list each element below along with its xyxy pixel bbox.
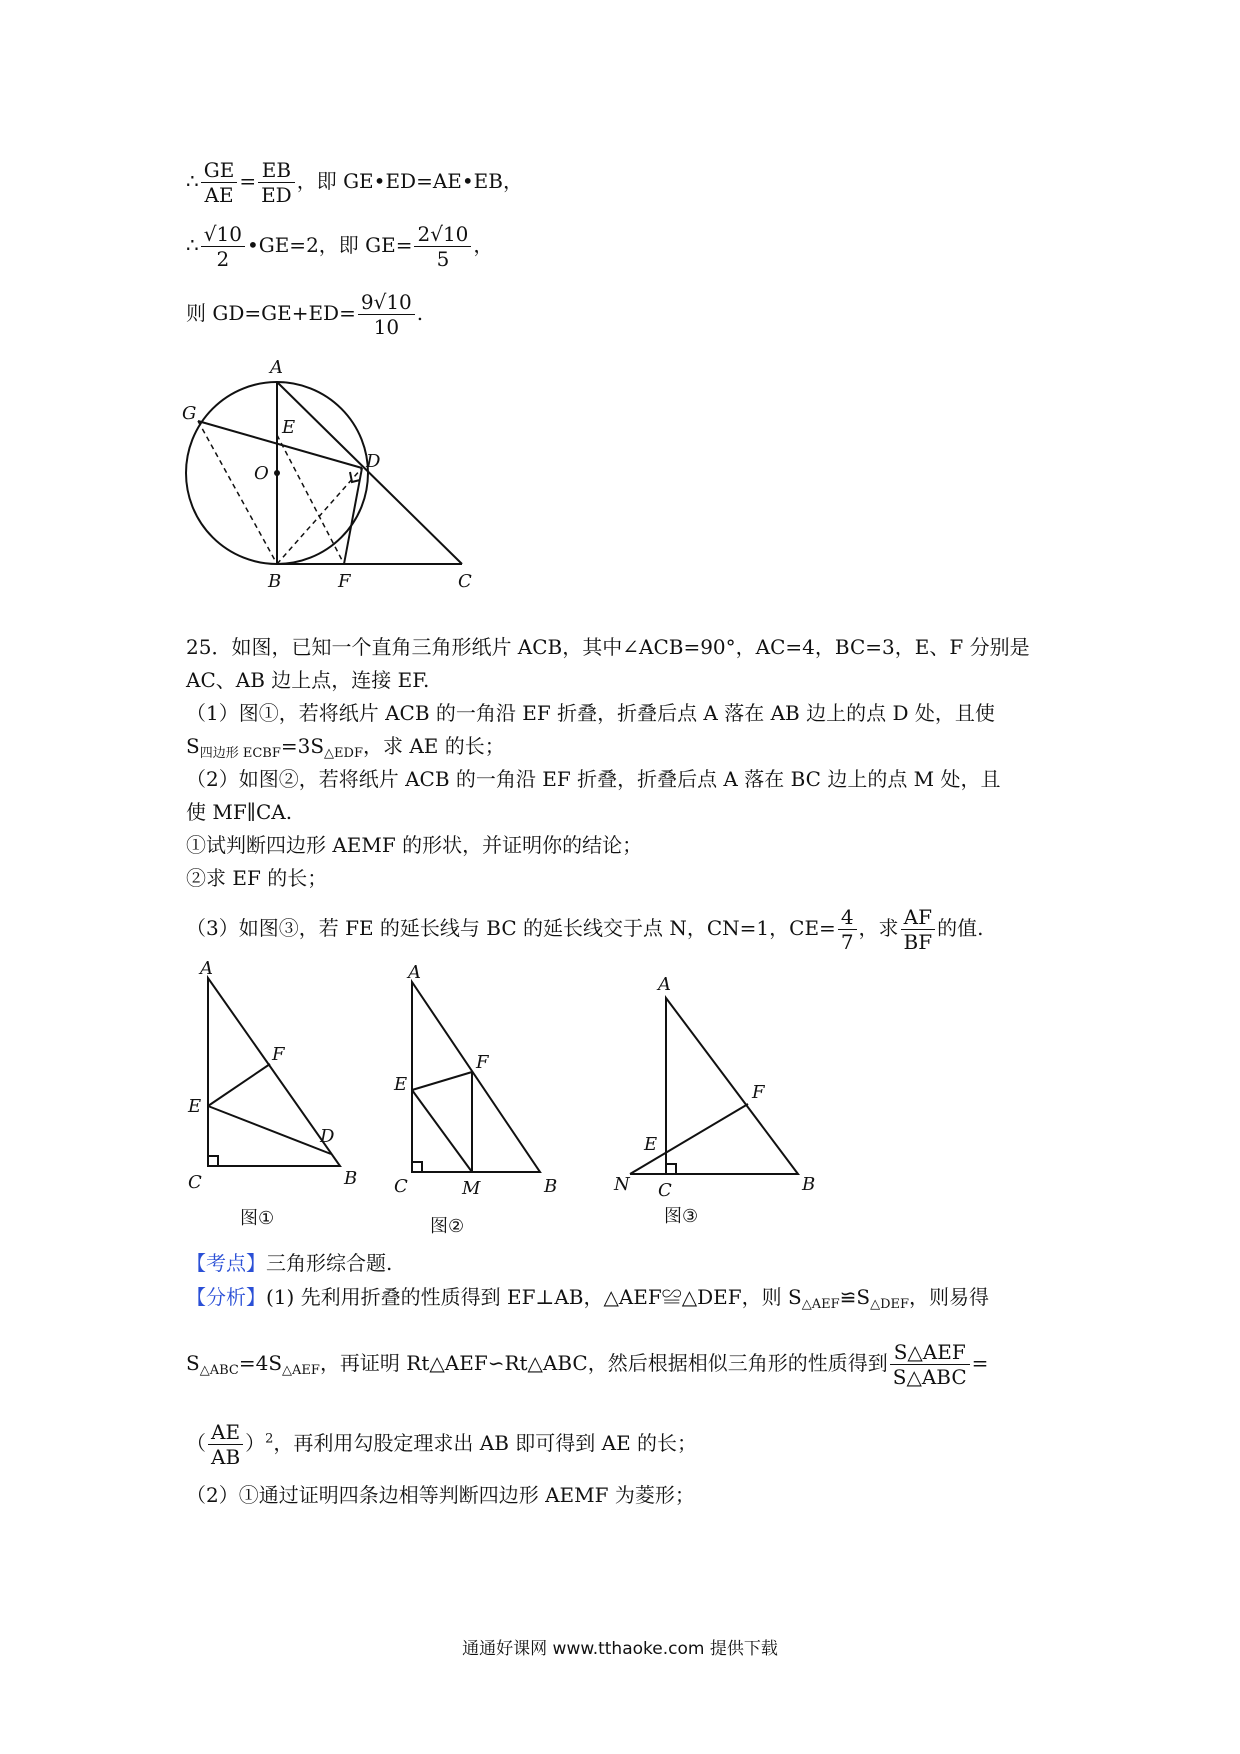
fraction: $\frac{4}{7}$ bbox=[838, 905, 857, 954]
fraction: $\frac{AF}{BF}$ bbox=[901, 905, 936, 954]
figure-2 bbox=[390, 960, 590, 1240]
label-g: G bbox=[182, 403, 197, 424]
label-b: B bbox=[544, 1176, 558, 1197]
fraction: $\frac{9√10}{10}$ bbox=[358, 290, 415, 339]
label-f: F bbox=[272, 1044, 285, 1065]
solution-line-3: 则 GD=GE+ED= $\frac{9√10}{10}$ . bbox=[186, 290, 424, 339]
segment-ed bbox=[208, 1106, 331, 1154]
label-a: A bbox=[200, 960, 213, 979]
center-point bbox=[274, 470, 280, 476]
label-o: O bbox=[254, 463, 269, 484]
label-d: D bbox=[320, 1126, 335, 1147]
label-d: D bbox=[366, 451, 381, 472]
label-e: E bbox=[282, 417, 296, 438]
fig3-caption: 图③ bbox=[664, 1206, 699, 1227]
problem25-part1a: （1）图①，若将纸片 ACB 的一角沿 EF 折叠，折叠后点 A 落在 AB 边上的点 D 处，且使 bbox=[186, 701, 995, 725]
label-f: F bbox=[338, 571, 351, 592]
problem25-part2d: ②求 EF 的长； bbox=[186, 866, 328, 890]
circle-figure bbox=[180, 355, 480, 595]
label-a: A bbox=[658, 974, 671, 995]
fraction: $\frac{AE}{AB}$ bbox=[208, 1420, 243, 1469]
problem25-part2b: 使 MF∥CA. bbox=[186, 800, 293, 824]
problem25-part3: （3）如图③，若 FE 的延长线与 BC 的延长线交于点 N，CN=1，CE= $\frac{4}{7}$ ，求 $\frac{AF}{BF}$ 的值. bbox=[186, 905, 984, 954]
label-f: F bbox=[476, 1052, 489, 1073]
fraction: $\frac{2√10}{5}$ bbox=[414, 222, 471, 271]
segment-gd bbox=[198, 421, 362, 468]
segment-ef bbox=[208, 1064, 270, 1106]
fenxi-line2: $S_{\triangle ABC}=4S_{\triangle AEF}$，再证明 Rt△AEF∽Rt△ABC，然后根据相似三角形的性质得到 $\frac{\text{S△AEF}}{\text{S△ABC}}$ = bbox=[186, 1340, 989, 1389]
label-b: B bbox=[268, 571, 282, 592]
triangle-acb bbox=[666, 998, 798, 1174]
fenxi-line3: （ $\frac{AE}{AB}$ ）$^2$，再利用勾股定理求出 AB 即可得到 AE 的长； bbox=[186, 1420, 698, 1469]
label-m: M bbox=[462, 1178, 481, 1199]
right-angle-mark bbox=[208, 1156, 218, 1166]
fraction: $\frac{GE}{AE}$ bbox=[201, 158, 238, 207]
label-f: F bbox=[752, 1082, 765, 1103]
dashed-gb bbox=[198, 421, 277, 564]
segment-ac bbox=[277, 382, 462, 564]
problem25-part1b: $S_{四边形 ECBF}=3S_{\triangle EDF}$，求 AE 的长； bbox=[186, 734, 505, 761]
kaodian-tag: 【考点】 bbox=[186, 1251, 266, 1275]
segment-ef bbox=[412, 1072, 472, 1090]
problem25-line1: 25．如图，已知一个直角三角形纸片 ACB，其中∠ACB=90°，AC=4，BC=3，E、F 分别是 bbox=[186, 635, 1030, 659]
problem25-line2: AC、AB 边上点，连接 EF. bbox=[186, 668, 430, 692]
right-angle-mark bbox=[666, 1164, 676, 1174]
label-b: B bbox=[344, 1168, 358, 1189]
label-c: C bbox=[658, 1180, 672, 1201]
fraction: $\frac{√10}{2}$ bbox=[201, 222, 245, 271]
fenxi-line1: 【分析】(1) 先利用折叠的性质得到 EF⊥AB，△AEF≌△DEF，则 $S_{\triangle AEF}≌S_{\triangle DEF}$，则易得 bbox=[186, 1285, 990, 1312]
label-b: B bbox=[802, 1174, 816, 1195]
solution-line-2: ∴ $\frac{√10}{2}$ •GE=2，即 GE= $\frac{2√10}{5}$ ， bbox=[186, 222, 494, 271]
fig1-caption: 图① bbox=[240, 1208, 275, 1229]
problem25-part2a: （2）如图②，若将纸片 ACB 的一角沿 EF 折叠，折叠后点 A 落在 BC 边上的点 M 处，且 bbox=[186, 767, 1001, 791]
fraction: $\frac{EB}{ED}$ bbox=[258, 158, 295, 207]
fenxi-tag: 【分析】 bbox=[186, 1285, 266, 1309]
label-e: E bbox=[644, 1134, 658, 1155]
label-c: C bbox=[394, 1176, 408, 1197]
label-e: E bbox=[188, 1096, 202, 1117]
label-a: A bbox=[408, 962, 421, 983]
figure-3 bbox=[610, 960, 830, 1230]
segment-em bbox=[412, 1090, 472, 1172]
footer: 通通好课网 www.tthaoke.com 提供下载 bbox=[462, 1639, 778, 1659]
kaodian-line: 【考点】三角形综合题. bbox=[186, 1251, 393, 1275]
right-angle-mark bbox=[412, 1162, 422, 1172]
label-n: N bbox=[614, 1174, 630, 1195]
label-c: C bbox=[188, 1172, 202, 1193]
label-a: A bbox=[270, 357, 283, 378]
fraction: $\frac{\text{S△AEF}}{\text{S△ABC}}$ bbox=[890, 1340, 970, 1389]
problem25-part2c: ①试判断四边形 AEMF 的形状，并证明你的结论； bbox=[186, 833, 643, 857]
solution-line-1: ∴ $\frac{GE}{AE}$ = $\frac{EB}{ED}$ ，即 GE•ED=AE•EB， bbox=[186, 158, 523, 207]
label-e: E bbox=[394, 1074, 408, 1095]
figure-1 bbox=[180, 960, 370, 1240]
triangle-acb bbox=[412, 982, 540, 1172]
label-c: C bbox=[458, 571, 472, 592]
fenxi-line4: （2）①通过证明四条边相等判断四边形 AEMF 为菱形； bbox=[186, 1483, 695, 1507]
fig2-caption: 图② bbox=[430, 1216, 465, 1237]
